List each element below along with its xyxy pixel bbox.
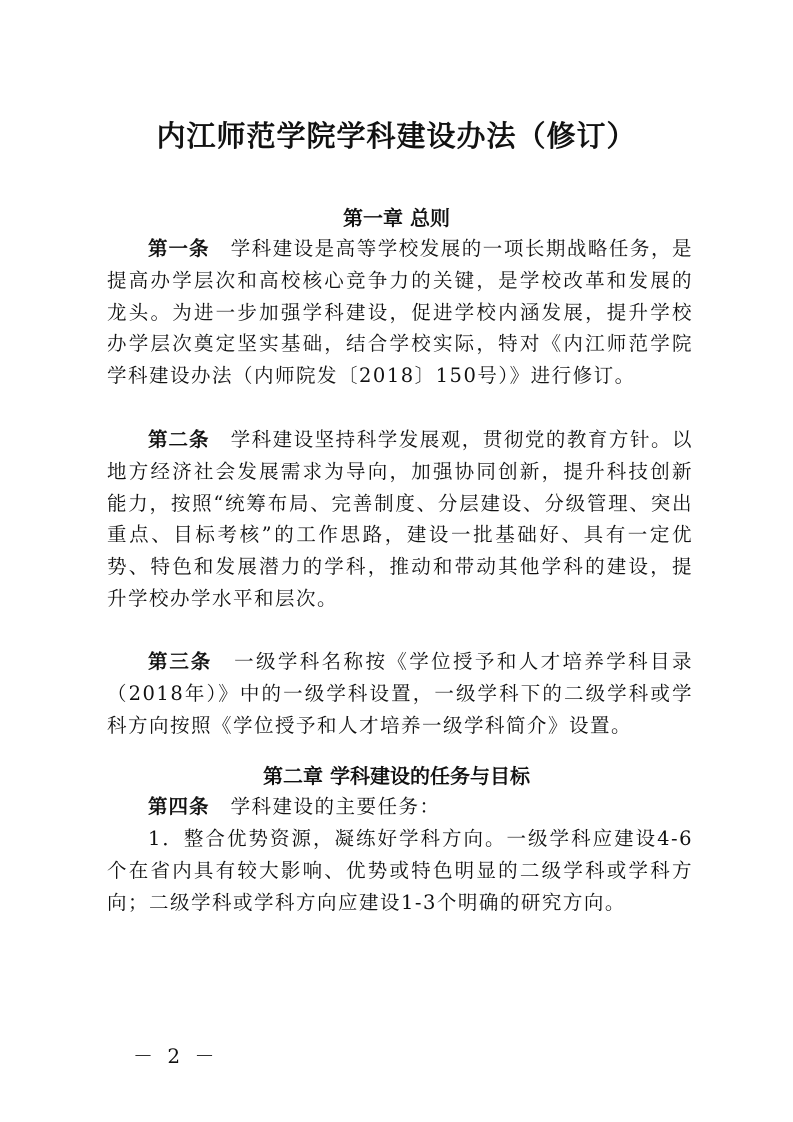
list-item-1: 1．整合优势资源，凝练好学科方向。一级学科应建设4-6个在省内具有较大影响、优势或特色明显的二级学科或学科方向；二级学科或学科方向应建设1-3个明确的研究方向。 xyxy=(107,827,693,914)
article-label: 第一条 xyxy=(148,237,210,260)
article-text: 学科建设是高等学校发展的一项长期战略任务，是提高办学层次和高校核心竞争力的关键，是学校改革和发展的龙头。为进一步加强学科建设，促进学校内涵发展，提升学校办学层次奠定坚实基础，结合学校实际，特对《内江师范学院学科建设办法（内师院发〔2018〕150号）》进行修订。 xyxy=(107,237,693,388)
article-label: 第三条 xyxy=(148,650,213,673)
article-1 xyxy=(107,233,693,392)
document-title: 内江师范学院学科建设办法（修订） xyxy=(156,119,637,153)
article-3 xyxy=(107,646,693,741)
page-number: － 2 － xyxy=(133,1044,219,1068)
article-text: 一级学科名称按《学位授予和人才培养学科目录（2018年）》中的一级学科设置，一级学科下的二级学科或学科方向按照《学位授予和人才培养一级学科简介》设置。 xyxy=(107,650,693,737)
article-2 xyxy=(107,424,693,615)
article-label: 第四条 xyxy=(148,795,210,818)
article-text: 学科建设坚持科学发展观，贯彻党的教育方针。以地方经济社会发展需求为导向，加强协同创新，提升科技创新能力，按照“统筹布局、完善制度、分层建设、分级管理、突出重点、目标考核”的工作思路，建设一批基础好、具有一定优势、特色和发展潜力的学科，推动和带动其他学科的建设，提升学校办学水平和层次。 xyxy=(107,428,693,610)
chapter-heading-2: 第二章 学科建设的任务与目标 xyxy=(263,764,530,788)
article-label: 第二条 xyxy=(148,428,210,451)
chapter-heading-1: 第一章 总则 xyxy=(343,206,450,230)
article-4 xyxy=(107,791,693,823)
article-text: 学科建设的主要任务： xyxy=(230,795,441,818)
